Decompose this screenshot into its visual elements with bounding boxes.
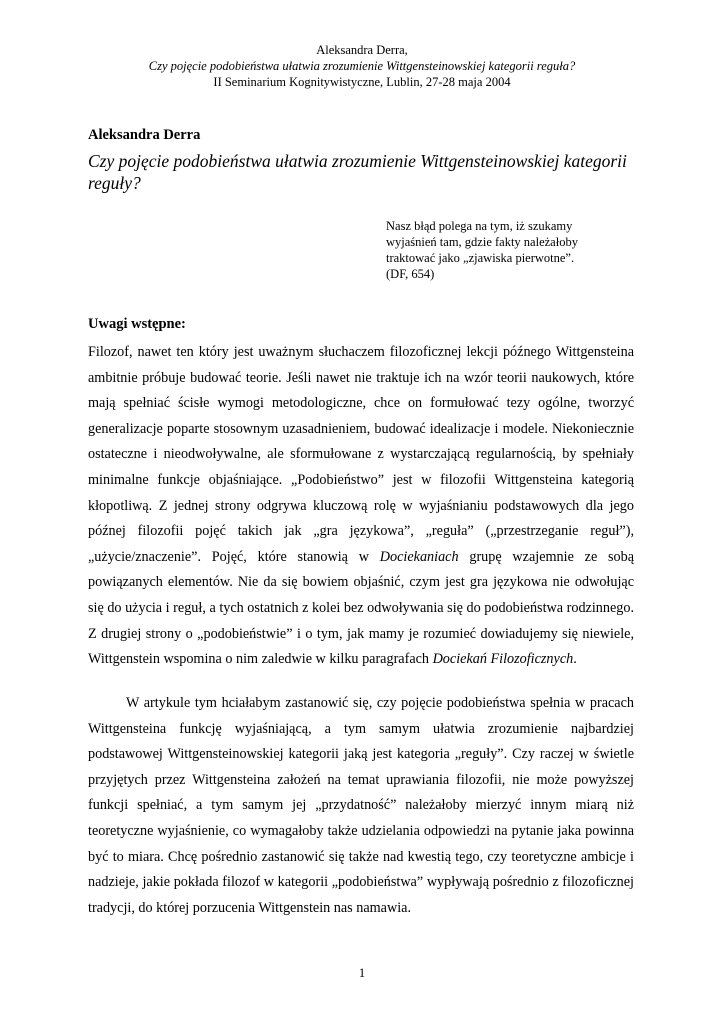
paragraph-2-text: W artykule tym hciałabym zastanowić się, czy pojęcie podobieństwa spełnia w pracach Wittgensteina funkcję wyjaśniającą, a tym samym ułatwia zrozumienie najbardziej podstawowej Wittgensteinowskiej kategorii jaką jest kategoria „reguły”. Czy raczej w świetle przyjętych przez Wittgensteina założeń na temat uprawiania filozofii, nie może powyższej funkcji spełniać, a tym samym jej „przydatność” należałoby mierzyć innym miarą niż teoretyczne wyjaśnienie, co wymagałoby także udzielania odpowiedzi na pytanie jaka powinna być to miara. Chcę pośrednio zastanowić się także nad kwestią tego, czy teoretyczne ambicje i nadzieje, jakie pokłada filozof w kategorii „podobieństwa” wypływają pośrednio z filozoficznej tradycji, do której porzucenia Wittgenstein nas namawia. [88,695,634,916]
paragraph-2 [88,691,634,921]
section-heading: Uwagi wstępne: [88,316,186,332]
article-author: Aleksandra Derra [88,127,201,143]
paragraph-1 [88,340,634,673]
paragraph-1-text-c: . [573,651,577,668]
header-author: Aleksandra Derra, [316,43,408,57]
paragraph-1-italic-a: Dociekaniach [379,548,459,565]
epigraph-line-3: traktować jako „zjawiska pierwotne”. [386,251,575,265]
epigraph-line-1: Nasz błąd polega na tym, iż szukamy [386,219,573,233]
epigraph-citation: (DF, 654) [386,267,435,281]
header-title: Czy pojęcie podobieństwa ułatwia zrozumienie Wittgensteinowskiej kategorii reguła? [148,59,576,73]
epigraph-line-2: wyjaśnień tam, gdzie fakty należałoby [386,235,578,249]
header-event: II Seminarium Kognitywistyczne, Lublin, 27-28 maja 2004 [213,75,511,89]
paragraph-1-italic-b: Dociekań Filozoficznych [432,651,574,668]
paragraph-1-text-a: Filozof, nawet ten który jest uważnym słuchaczem filozoficznej lekcji późnego Wittgensteina ambitnie próbuje budować teorie. Jeśli nawet nie traktuje ich na wzór teorii naukowych, które mają spełniać ścisłe wymogi metodologiczne, chce on formułować tezy ogólne, tworzyć generalizacje poparte stosownym uzasadnieniem, budować idealizacje i modele. Niekoniecznie ostateczne i nieodwoływalne, ale sformułowane z wystarczającą regularnością, by spełniały minimalne funkcje objaśniające. „Podobieństwo” jest w filozofii Wittgensteina kategorią kłopotliwą. Z jednej strony odgrywa kluczową rolę w wyjaśnianiu podstawowych dla jego późnej filozofii pojęć takich jak „gra językowa”, „reguła” („przestrzeganie reguł”), „użycie/znaczenie”. Pojęć, które stanowią w [88,344,634,565]
epigraph [386,218,646,282]
page-number: 1 [358,966,366,980]
article-title: Czy pojęcie podobieństwa ułatwia zrozumienie Wittgensteinowskiej kategorii reguły? [88,151,627,193]
running-header [0,42,724,90]
paragraph-1-text-b: grupę wzajemnie ze sobą powiązanych elementów. Nie da się bowiem objaśnić, czym jest gra językowa nie odwołując się do użycia i reguł, a tych ostatnich z kolei bez odwoływania się do podobieństwa rodzinnego. Z drugiej strony o „podobieństwie” i o tym, jak mamy je rozumieć dowiadujemy się niewiele, Wittgenstein wspomina o nim zaledwie w kilku paragrafach [88,548,635,668]
